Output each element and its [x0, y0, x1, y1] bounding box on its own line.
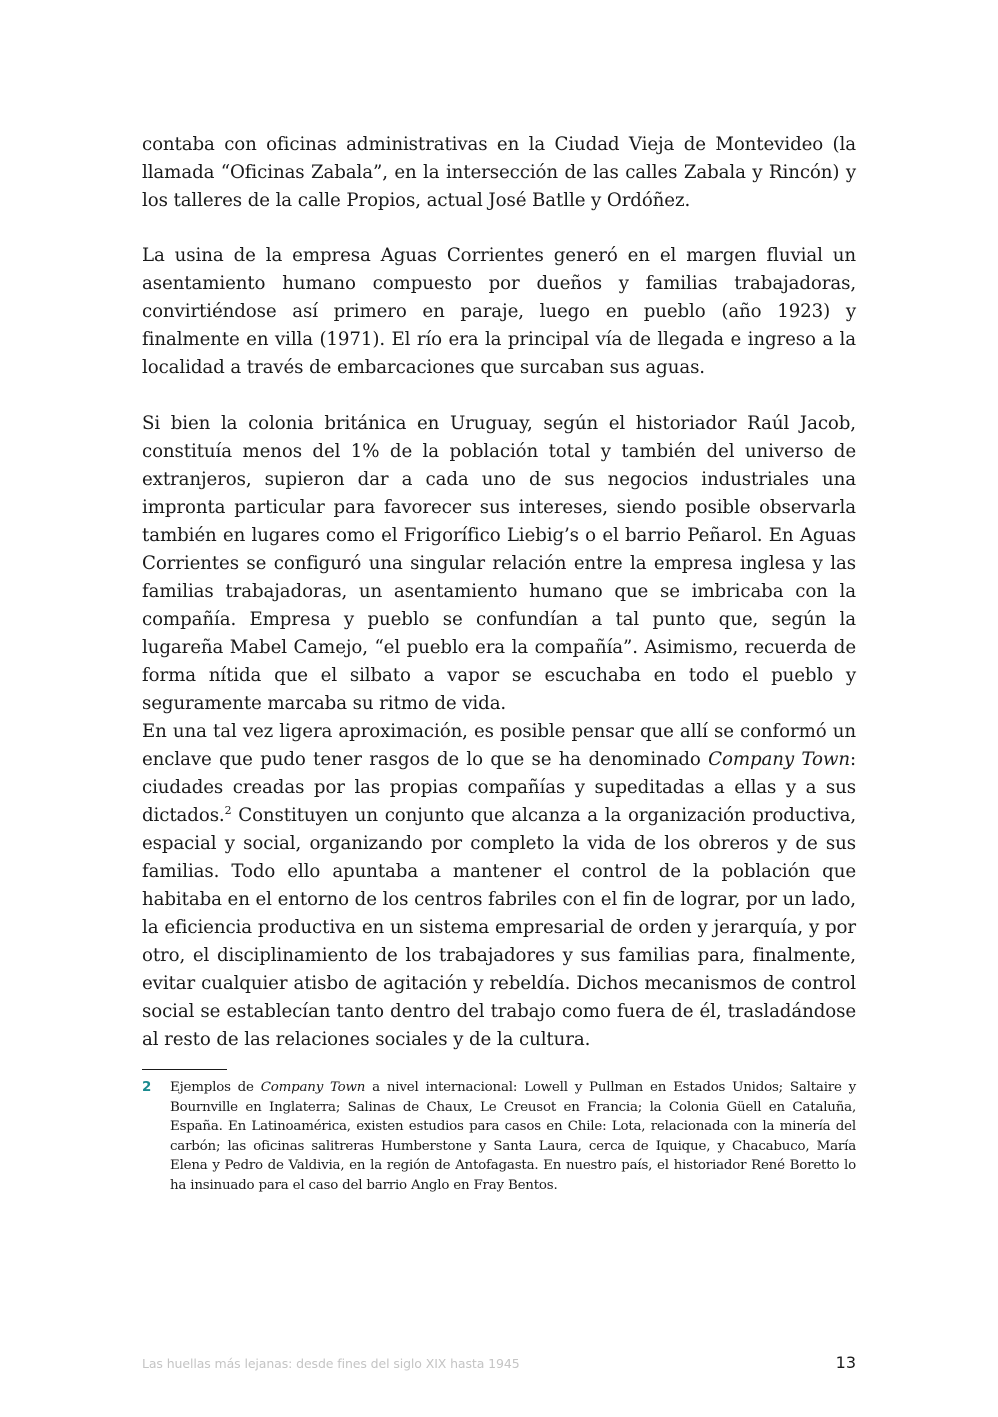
paragraph-3: Si bien la colonia británica en Uruguay, según el historiador Raúl Jacob, constituía menos del 1% de la población total y también del universo de extranjeros, supieron dar a cada uno de sus negocios industriales una impronta particular para favorecer sus intereses, siendo posible observarla también en lugares como el Frigorífico Liebig’s o el barrio Peñarol. En Aguas Corrientes se configuró una singular relación entre la empresa inglesa y las familias trabajadoras, un asentamiento humano que se imbricaba con la compañía. Empresa y pueblo se confundían a tal punto que, según la lugareña Mabel Camejo, “el pueblo era la compañía”. Asimismo, recuerda de forma nítida que el silbato a vapor se escuchaba en todo el pueblo y seguramente marcaba su ritmo de vida.: [142, 413, 856, 714]
footnote-separator: [142, 1069, 227, 1070]
company-town-term: Company Town: [708, 749, 850, 770]
paragraph-2: La usina de la empresa Aguas Corrientes generó en el margen fluvial un asentamiento humano compuesto por dueños y familias trabajadoras, convirtiéndose así primero en paraje, luego en pueblo (año 1923) y finalmente en villa (1971). El río era la principal vía de llegada e ingreso a la localidad a través de embarcaciones que surcaban sus aguas.: [142, 245, 856, 378]
footnote-number: 2: [142, 1080, 152, 1095]
paragraph-4: [142, 718, 856, 1054]
footnote-reference[interactable]: 2: [224, 803, 232, 817]
paragraph-1: contaba con oficinas administrativas en la Ciudad Vieja de Montevideo (la llamada “Oficinas Zabala”, en la intersección de las calles Zabala y Rincón) y los talleres de la calle Propios, actual José Batlle y Ordóñez.: [142, 134, 856, 211]
footnote-text: [170, 1078, 856, 1196]
page-number: 13: [835, 1353, 856, 1372]
paragraph-4-text-start: En una tal vez ligera aproximación, es posible pensar que allí se conformó un enclave que pudo tener rasgos de lo que se ha denominado: [142, 721, 856, 770]
footnote-italic-term: Company Town: [260, 1080, 366, 1095]
footnote-text-start: Ejemplos de: [170, 1080, 261, 1095]
paragraph-4-text-end: Constituyen un conjunto que alcanza a la organización productiva, espacial y social, organizando por completo la vida de los obreros y de sus familias. Todo ello apuntaba a mantener el control de la población que habitaba en el entorno de los centros fabriles con el fin de lograr, por un lado, la eficiencia productiva en un sistema empresarial de orden y jerarquía, y por otro, el disciplinamiento de los trabajadores y sus familias para, finalmente, evitar cualquier atisbo de agitación y rebeldía. Dichos mecanismos de control social se establecían tanto dentro del trabajo como fuera de él, trasladándose al resto de las relaciones sociales y de la cultura.: [142, 805, 856, 1050]
footnote: [142, 1078, 856, 1196]
footnote-text-end: a nivel internacional: Lowell y Pullman en Estados Unidos; Saltaire y Bournville en Inglaterra; Salinas de Chaux, Le Creusot en Francia; la Colonia Güell en Cataluña, España. En Latinoamérica, existen estudios para casos en Chile: Lota, relacionada con la minería del carbón; las oficinas salitreras Humberstone y Santa Laura, cerca de Iquique, y Chacabuco, María Elena y Pedro de Valdivia, en la región de Antofagasta. En nuestro país, el historiador René Boretto lo ha insinuado para el caso del barrio Anglo en Fray Bentos.: [170, 1080, 857, 1193]
running-footer-title: Las huellas más lejanas: desde fines del siglo XIX hasta 1945: [142, 1356, 520, 1371]
paragraph-4-text-middle: : ciudades creadas por las propias compañías y supeditadas a ellas y a sus dictados.: [142, 749, 856, 826]
